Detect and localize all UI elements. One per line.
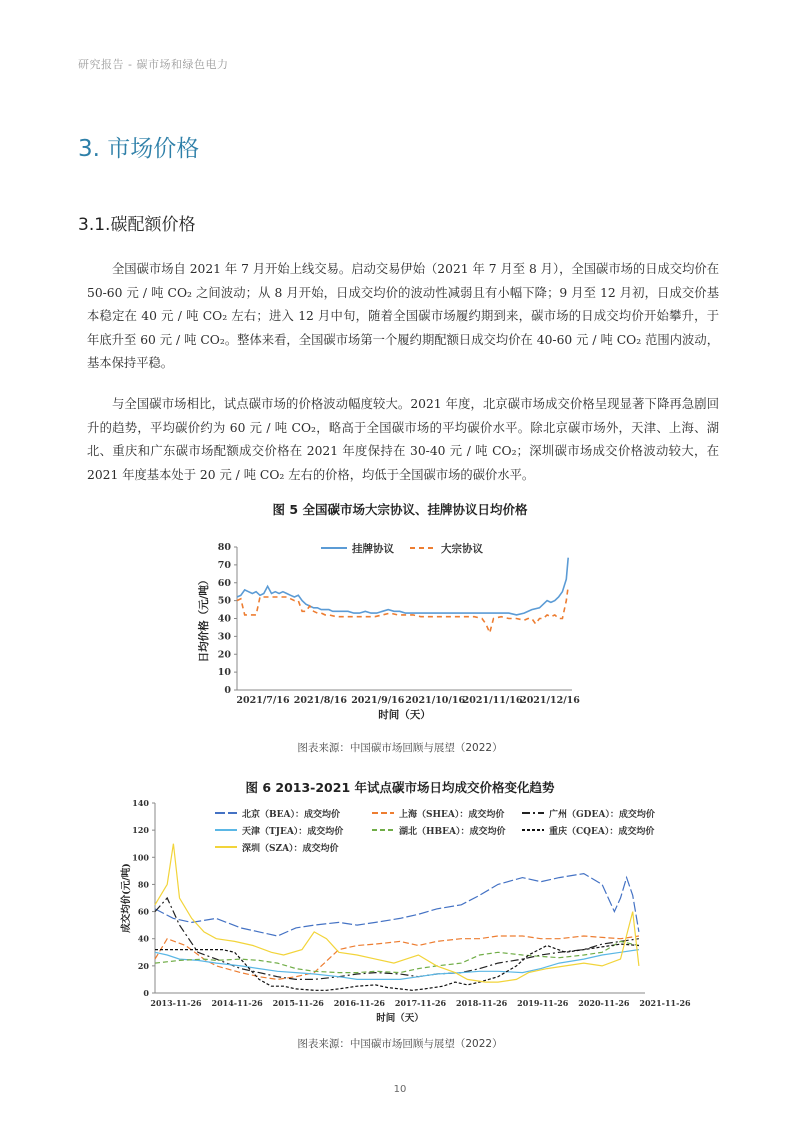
x-tick-label: 2013-11-26 [150, 998, 202, 1008]
y-tick-label: 40 [217, 613, 231, 625]
legend-label-3: 天津（TJEA）：成交均价 [242, 827, 344, 837]
y-tick-label: 30 [217, 631, 231, 643]
paragraph-pilot-markets: 与全国碳市场相比，试点碳市场的价格波动幅度较大。2021 年度，北京碳市场成交价格呈现显著下降再急剧回升的趋势，平均碳价约为 60 元 / 吨 CO₂，略高于全国碳市场的平均碳价水平。除北京碳市场外，天津、上海、湖北、重庆和广东碳市场配额成交价格在 2021 年度保持在 30-40 元 / 吨 CO₂；深圳碳市场成交价格波动较大，在 2021 年度基本处于 20 元 / 吨 CO₂ 左右的价格，均低于全国碳市场的碳价水平。 [87, 397, 719, 482]
figure6-title: 图 6 2013-2021 年试点碳市场日均成交价格变化趋势 [245, 780, 555, 795]
x-tick-label: 2021/11/16 [462, 695, 523, 706]
series-line-2 [155, 898, 639, 979]
series-line-4 [155, 941, 639, 972]
page-number: 10 [393, 1084, 407, 1095]
y-tick-label: 20 [217, 649, 231, 661]
series-line-0 [237, 558, 568, 615]
x-tick-label: 2016-11-26 [333, 998, 385, 1008]
y-tick-label: 0 [143, 988, 149, 998]
x-tick-label: 2021/12/16 [520, 695, 580, 706]
x-tick-label: 2021/8/16 [293, 695, 348, 706]
figure5-chart [0, 525, 800, 740]
legend-label-1: 上海（SHEA）：成交均价 [399, 810, 505, 820]
x-tick-label: 2018-11-26 [456, 998, 508, 1008]
legend-label-4: 湖北（HBEA）：成交均价 [399, 827, 506, 837]
y-tick-label: 80 [137, 879, 149, 890]
y-axis-label: 日均价格（元/吨） [198, 574, 210, 663]
legend-label-5: 重庆（CQEA）：成交均价 [549, 827, 655, 837]
y-tick-label: 120 [132, 825, 149, 836]
x-tick-label: 2019-11-26 [517, 998, 569, 1008]
y-tick-label: 40 [137, 933, 149, 944]
section-title: 3. 市场价格 [78, 136, 200, 162]
x-tick-label: 2017-11-26 [394, 998, 447, 1008]
x-tick-label: 2021/9/16 [351, 695, 405, 706]
x-tick-label: 2020-11-26 [578, 998, 630, 1008]
y-tick-label: 0 [224, 685, 231, 696]
x-tick-label: 2021/7/16 [236, 695, 290, 706]
y-tick-label: 60 [217, 577, 231, 589]
y-tick-label: 70 [217, 559, 231, 571]
y-tick-label: 140 [132, 798, 149, 808]
series-line-5 [155, 944, 639, 990]
figure6-chart [0, 795, 800, 1035]
x-axis-label: 时间（天） [376, 1013, 424, 1024]
series-line-3 [155, 950, 639, 980]
y-tick-label: 20 [137, 960, 149, 971]
series-line-0 [155, 874, 639, 936]
y-tick-label: 100 [132, 852, 149, 863]
y-tick-label: 80 [217, 542, 231, 553]
x-tick-label: 2014-11-26 [211, 998, 263, 1008]
paragraph-national-market: 全国碳市场自 2021 年 7 月开始上线交易。启动交易伊始（2021 年 7 月至 8 月），全国碳市场的日成交均价在 50-60 元 / 吨 CO₂ 之间波动；从 8 月开始，日成交均价的波动性减弱且有小幅下降；9 月至 12 月初，日成交价基本稳定在 40 元 / 吨 CO₂ 左右；进入 12 月中旬，随着全国碳市场履约期到来，碳市场的日成交均价开始攀升，于年底升至 60 元 / 吨 CO₂。整体来看，全国碳市场第一个履约期配额日成交均价在 40-60 元 / 吨 CO₂ 范围内波动，基本保持平稳。 [87, 262, 719, 370]
legend-label-0: 北京（BEA）：成交均价 [242, 810, 340, 820]
x-tick-label: 2021-11-26 [639, 998, 691, 1008]
y-tick-label: 60 [137, 906, 149, 917]
running-header: 研究报告 - 碳市场和绿色电力 [78, 58, 229, 71]
x-tick-label: 2015-11-26 [272, 998, 324, 1008]
y-tick-label: 10 [217, 667, 231, 679]
y-axis-label: 成交均价(元/吨) [121, 863, 132, 933]
figure5-title: 图 5 全国碳市场大宗协议、挂牌协议日均价格 [272, 502, 528, 517]
legend-label-0: 挂牌协议 [352, 543, 394, 555]
x-axis-label: 时间（天） [378, 709, 431, 721]
legend-label-1: 大宗协议 [441, 543, 483, 555]
figure6-source: 图表来源：中国碳市场回顾与展望（2022） [297, 1038, 503, 1050]
figure5-source: 图表来源：中国碳市场回顾与展望（2022） [297, 742, 503, 754]
legend-label-2: 广州（GDEA）：成交均价 [549, 810, 655, 820]
x-tick-label: 2021/10/16 [405, 695, 466, 706]
y-tick-label: 50 [217, 595, 231, 607]
subsection-title: 3.1.碳配额价格 [78, 215, 196, 235]
legend-label-6: 深圳（SZA）：成交均价 [242, 844, 339, 854]
